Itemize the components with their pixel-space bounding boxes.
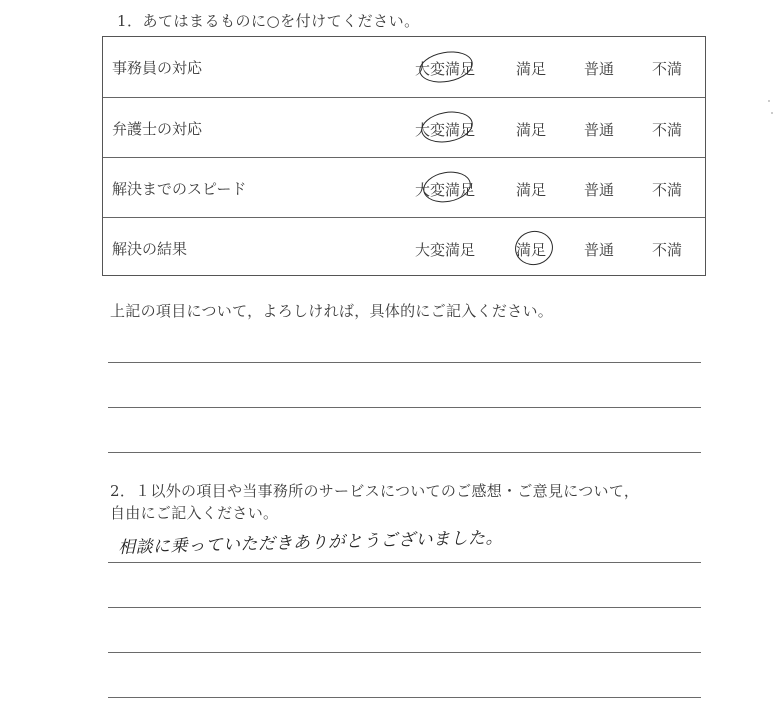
comment-line[interactable] <box>108 407 701 408</box>
answer-line[interactable] <box>108 607 701 608</box>
row-label: 弁護士の対応 <box>112 120 203 138</box>
rating-row-lawyer <box>103 97 705 157</box>
option-very-satisfied[interactable]: 大変満足 <box>415 241 476 259</box>
question-2-heading-line2: 自由にご記入ください。 <box>110 504 279 522</box>
comment-line[interactable] <box>108 362 701 363</box>
rating-row-speed <box>103 157 705 217</box>
option-neutral[interactable]: 普通 <box>584 121 615 139</box>
question-1-heading: 1．あてはまるものに○を付けてください。 <box>117 12 420 30</box>
answer-line[interactable] <box>108 652 701 653</box>
option-neutral[interactable]: 普通 <box>584 60 615 78</box>
answer-line[interactable] <box>108 562 701 563</box>
selection-circle-mark <box>419 108 475 147</box>
row-label: 解決の結果 <box>112 240 188 258</box>
rating-table <box>102 36 706 276</box>
answer-line[interactable] <box>108 697 701 698</box>
handwritten-answer: 相談に乗っていただきありがとうございました。 <box>117 527 504 558</box>
option-satisfied[interactable]: 満足 <box>516 60 547 78</box>
row-label: 解決までのスピード <box>112 180 247 198</box>
selection-circle-mark <box>421 168 473 206</box>
rating-row-staff <box>103 37 705 97</box>
option-dissatisfied[interactable]: 不満 <box>652 181 683 199</box>
option-dissatisfied[interactable]: 不満 <box>652 121 683 139</box>
scan-speck <box>771 112 773 114</box>
option-satisfied[interactable]: 満足 <box>516 121 547 139</box>
option-very-satisfied[interactable]: 大変満足 <box>415 181 476 199</box>
option-very-satisfied[interactable]: 大変満足 <box>415 121 476 139</box>
comment-instruction: 上記の項目について，よろしければ，具体的にご記入ください。 <box>110 302 554 320</box>
option-neutral[interactable]: 普通 <box>584 241 615 259</box>
row-label: 事務員の対応 <box>112 59 203 77</box>
option-satisfied[interactable]: 満足 <box>516 241 547 259</box>
selection-circle-mark <box>417 48 475 87</box>
option-neutral[interactable]: 普通 <box>584 181 615 199</box>
question-2-heading-line1: 2．１以外の項目や当事務所のサービスについてのご感想・ご意見について， <box>110 482 640 500</box>
selection-circle-mark <box>512 228 555 268</box>
comment-line[interactable] <box>108 452 701 453</box>
option-satisfied[interactable]: 満足 <box>516 181 547 199</box>
scan-speck <box>768 100 770 102</box>
rating-row-result <box>103 217 705 277</box>
question-2-heading <box>110 480 710 524</box>
option-dissatisfied[interactable]: 不満 <box>652 60 683 78</box>
option-very-satisfied[interactable]: 大変満足 <box>415 60 476 78</box>
option-dissatisfied[interactable]: 不満 <box>652 241 683 259</box>
